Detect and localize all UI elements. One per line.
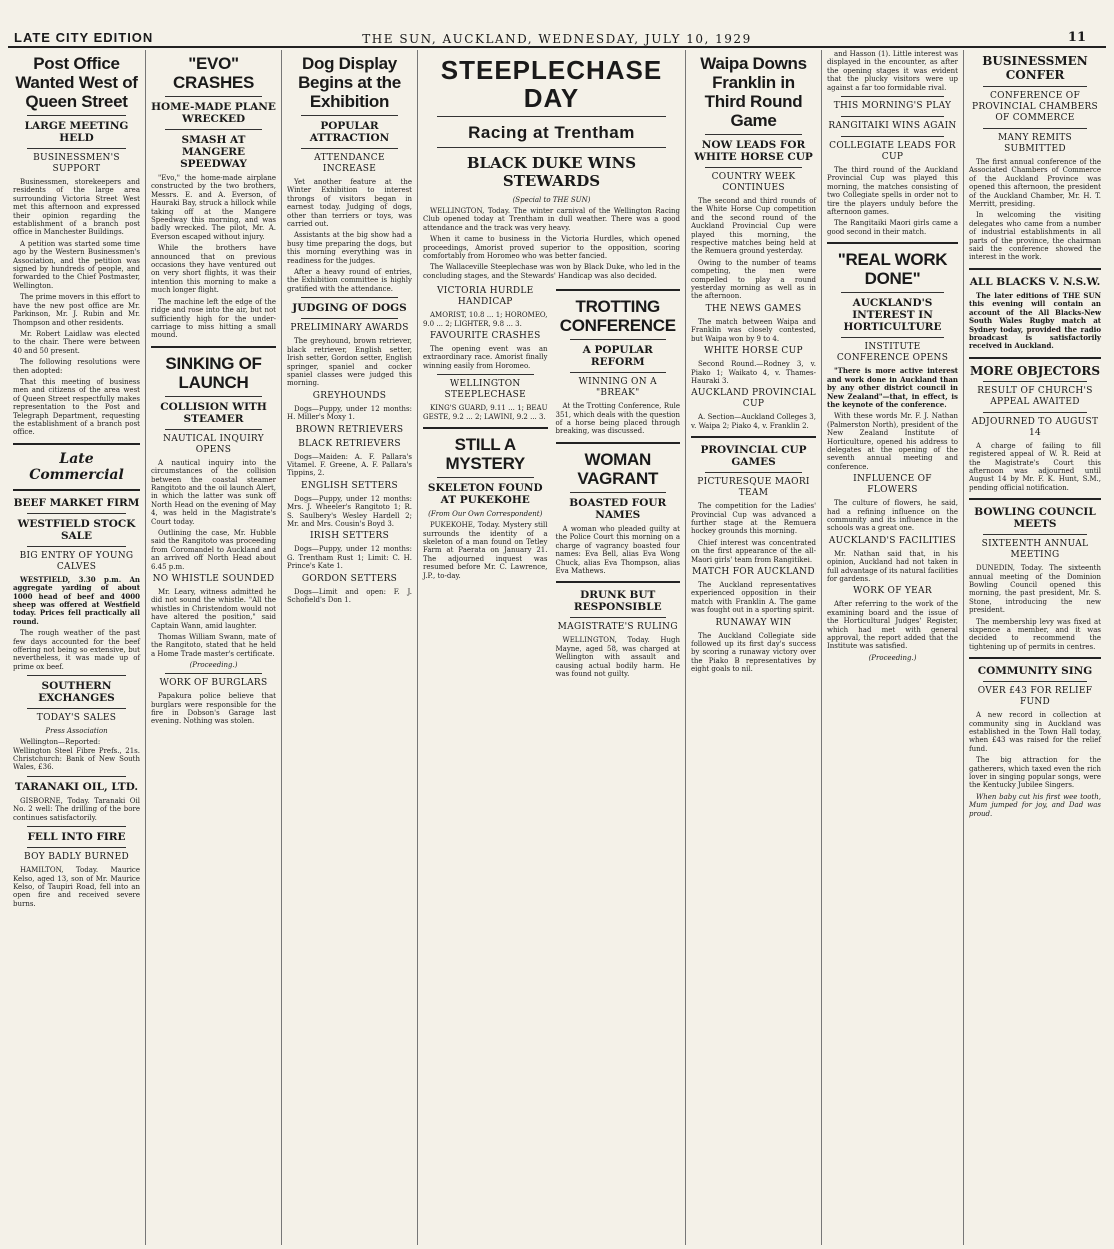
article-paragraph: When it came to business in the Victoria Hurdles, which opened proceedings, Amorist proved superior to the opposition, scoring comfortably from Horomeo who was better fancied. [423,235,680,261]
calves-subhead: BIG ENTRY OF YOUNG CALVES [19,550,134,572]
edition-label: LATE CITY EDITION [14,30,154,45]
match-for-auckland-subhead: MATCH FOR AUCKLAND [692,566,815,577]
plane-wrecked-subhead: HOME-MADE PLANE WRECKED [151,101,276,125]
newspaper-columns [8,50,1106,1245]
gordon-setters-subhead: GORDON SETTERS [301,573,398,584]
race-result: AMORIST, 10.8 ... 1; HOROMEO, 9.0 ... 2; LIGHTER, 9.8 ... 3. [423,311,548,328]
white-horse-cup-subhead: WHITE HORSE CUP [704,346,803,357]
article-paragraph: A charge of failing to fill registered appeal of W. R. Reid at the Magistrate's Court this afternoon was adjourned until August 14 by Mr. F. K. Hunt, S.M., pending official notification. [969,441,1101,492]
article-paragraph: In welcoming the visiting delegates who came from a number of industrial establishments in all parts of the province, the chairman said the conference showed the interest in the work. [969,211,1101,262]
fell-into-fire-headline: FELL INTO FIRE [27,831,126,844]
favourite-crashes-subhead: FAVOURITE CRASHES [429,331,541,342]
results-paragraph: Second Round.—Rodney 3, v. Piako 1; Waikato 4, v. Thames-Hauraki 3. [691,360,816,385]
column-2 [146,50,282,1245]
article-paragraph: The Auckland representatives experienced opposition in their match with Franklin A. The game was fought out in a sporting spirit. [691,580,816,615]
mangere-subhead: SMASH AT MANGERE SPEEDWAY [180,134,247,170]
evo-crashes-headline: "EVO" CRASHES [172,54,255,92]
article-paragraph: The Auckland Collegiate side followed up its first day's success by scoring a runaway victory over the Piako B representatives by eight goals to nil. [691,631,816,674]
break-subhead: WINNING ON A "BREAK" [578,377,657,399]
more-objectors-headline: MORE OBJECTORS [969,363,1101,378]
post-office-subhead: LARGE MEETING HELD [24,120,129,144]
black-duke-subhead: BLACK DUKE WINS STEWARDS [466,154,637,190]
todays-sales-subhead: TODAY'S SALES [36,713,117,724]
black-retrievers-subhead: BLACK RETRIEVERS [298,438,401,449]
article-paragraph: PUKEKOHE, Today. Mystery still surrounds the identity of a skeleton of a man found on Tetley Farm at Paerata on January 21. The adjourned inquest was resumed before Mr. C. Lawrence, J.P., to-day. [423,521,548,580]
boy-burned-subhead: BOY BADLY BURNED [24,852,129,863]
article-paragraph: The match between Waipa and Franklin was closely contested, but Waipa won by 9 to 4. [691,317,816,343]
article-paragraph: Owing to the number of teams competing, the men were compelled to play a round yesterday morning as well as in the afternoon. [691,258,816,301]
article-paragraph: Dogs—Puppy, under 12 months: G. Trentham Rust 1; Limit: C. H. Prince's Kate 1. [287,545,412,571]
drunk-headline: DRUNK BUT RESPONSIBLE [573,589,662,614]
chambers-subhead: CONFERENCE OF PROVINCIAL CHAMBERS OF COMMERCE [971,91,1099,123]
church-appeal-subhead: RESULT OF CHURCH'S APPEAL AWAITED [977,385,1093,407]
article-paragraph: A new record in collection at community sing in Auckland was established in the Town Hall today, when £43 was raised for the relief fund. [969,711,1101,753]
article-paragraph: Dogs—Maiden: A. F. Pallara's Vitamel. F. Greene, A. F. Pallara's Tippins, 2. [287,452,412,478]
burglars-headline: WORK OF BURGLARS [159,678,268,689]
article-paragraph: A woman who pleaded guilty at the Police Court this morning on a charge of vagrancy boasted four names: Eva Bell, alias Eva Wong Chuck, alias Eva Thompson, alias Eva Mathews. [555,524,680,575]
article-paragraph: At the Trotting Conference, Rule 351, which deals with the question of a horse being placed through breaking, was discussed. [555,402,680,436]
ruling-subhead: MAGISTRATE'S RULING [557,622,678,633]
attendance-subhead: ATTENDANCE INCREASE [314,153,385,174]
article-paragraph: The greyhound, brown retriever, black retriever, English setter, Irish setter, Gordon setter, English springer, spaniel and cocker spaniel classes were judged this morning. [287,337,412,388]
article-paragraph: The Wallaceville Steeplechase was won by Black Duke, who led in the concluding stages, and the Stewards' Handicap was also decided. [423,263,680,280]
victoria-hurdle-subhead: VICTORIA HURDLE HANDICAP [437,286,534,308]
article-paragraph: WELLINGTON, Today. The winter carnival of the Wellington Racing Club opened today at Trentham in dull weather. There was a good attendance and the track was very heavy. [423,207,680,232]
businessmen-headline: BUSINESSMEN CONFER [982,54,1088,82]
article-paragraph: "Evo," the home-made airplane constructed by the two brothers, Messrs. E. and A. Everson, of Hauraki Bay, struck a hillock while taking off at the Mangere Speedway this morning, and was badly wrecked. The pilot, Mr. A. Everson escaped without injury. [151,174,276,241]
popular-reform-subhead: A POPULAR REFORM [582,344,653,369]
collision-subhead: COLLISION WITH STEAMER [160,400,267,425]
article-paragraph: The competition for the Ladies' Provincial Cup was advanced a further stage at the Remuera hockey grounds this morning. [691,502,816,536]
article-paragraph: The third round of the Auckland Provincial Cup was played this morning, the matches consisting of two Collegiate spells in order not to tire the players unduly before the afternoon games. [827,166,958,217]
community-sing-headline: COMMUNITY SING [977,665,1093,678]
provincial-cup-games-headline: PROVINCIAL CUP GAMES [700,444,807,469]
late-commercial-header: Late Commercial [29,450,124,483]
irish-setters-subhead: IRISH SETTERS [309,531,390,542]
article-paragraph: Assistants at the big show had a busy time preparing the dogs, but this morning everything was in readiness for the judges. [287,231,412,265]
page-number: 11 [1067,30,1086,45]
no-whistle-subhead: NO WHISTLE SOUNDED [152,574,275,584]
quote-paragraph: "There is more active interest and work done in Auckland than by any other district council in New Zealand"—that, in effect, is the keynote of the conference. [827,366,958,409]
steeplechase-results-subhead: WELLINGTON STEEPLECHASE [444,379,526,401]
beef-market-headline: BEEF MARKET FIRM [13,496,140,509]
article-paragraph: After referring to the work of the examining board and the issue of the Horticultural Judges' Register, which had met with general approval, the report added that the Institute was satisfied. [827,600,958,651]
article-paragraph: The second and third rounds of the White Horse Cup competition and the second round of the Auckland Provincial Cup were played this morning, the respective matches being held at the Remuera ground yesterday. [691,197,816,256]
horticulture-subhead: AUCKLAND'S INTEREST IN HORTICULTURE [843,297,942,334]
article-paragraph: The following resolutions were then adopted: [13,358,140,375]
proceeding-note: (Proceeding.) [189,661,238,670]
article-paragraph: Thomas William Swann, mate of the Rangitoto, stated that he held a Home Trade master's certificate. [151,633,276,658]
steeplechase-headline: STEEPLECHASE DAY [440,55,663,113]
skeleton-subhead: SKELETON FOUND AT PUKEKOHE [427,482,543,507]
byline: (Special to THE SUN) [512,196,591,204]
article-paragraph: The prime movers in this effort to have the new post office are Mr. Parkinson, Mr. J. Rubin and Mr. Thompson and other residents. [13,293,140,327]
article-paragraph: Mr. Leary, witness admitted he did not sound the whistle. "All the whistles in Christendom would not have altered the position," said Captain Wann, amid laughter. [151,588,276,630]
article-paragraph: Mr. Robert Laidlaw was elected to the chair. There were between 40 and 50 present. [13,329,140,355]
masthead [8,0,1106,48]
article-paragraph: GISBORNE, Today. Taranaki Oil No. 2 well: The drilling of the bore continues satisfactorily. [13,796,140,822]
brown-retrievers-subhead: BROWN RETRIEVERS [295,424,404,435]
english-setters-subhead: ENGLISH SETTERS [301,480,398,491]
dog-display-headline: Dog Display Begins at the Exhibition [298,54,401,111]
article-paragraph: DUNEDIN, Today. The sixteenth annual meeting of the Dominion Bowling Council opened this morning, the past president, Mr. S. Stone, introducing the new president. [969,564,1101,615]
article-paragraph: The Rangitaiki Maori girls came a good second in their match. [827,219,958,236]
article-paragraph: The rough weather of the past few days accounted for the beef offering not being so extensive, but nevertheless, it was made up of prime ox beef. [13,629,140,671]
article-paragraph: The opening event was an extraordinary race. Amorist finally winning easily from Horomeo. [423,345,548,370]
facilities-subhead: AUCKLAND'S FACILITIES [828,535,957,546]
article-paragraph: Mr. Nathan said that, in his opinion, Auckland had not taken in full advantage of its natural facilities for gardens. [827,549,959,583]
column-6 [822,50,964,1245]
article-paragraph: Dogs—Puppy, under 12 months: Mrs. J. Wheeler's Rangitoto 1; R. S. Saulbery's Wesley Hardell 2; Mr. and Mrs. Cousin's Boyd 3. [287,494,412,528]
taranaki-oil-headline: TARANAKI OIL, LTD. [14,780,139,793]
adjourned-subhead: ADJOURNED TO AUGUST 14 [971,416,1099,438]
article-paragraph: and Hasson (1). Little interest was displayed in the encounter, as after the opening stages it was evident that the plucky visitors were up against a far too formidable rival. [827,50,958,92]
results-paragraph: A. Section—Auckland Colleges 3, v. Waipa 2; Piako 4, v. Franklin 2. [691,413,816,430]
westfield-subhead: WESTFIELD STOCK SALE [17,517,136,542]
collegiate-subhead: COLLEGIATE LEADS FOR CUP [829,141,956,163]
sinking-launch-headline: SINKING OF LAUNCH [165,353,262,392]
article-paragraph: The first annual conference of the Associated Chambers of Commerce of the Auckland Province was opened this afternoon, the president of the Auckland Chamber, Mr. H. T. Merritt, presiding. [969,158,1101,209]
article-paragraph: The later editions of THE SUN this evening will contain an account of the All Blacks-New South Wales Rugby match at Sydney today, provided the radio broadcast is satisfactorily received in Auckland. [969,290,1101,351]
article-paragraph: With these words Mr. F. J. Nathan (Palmerston North), president of the New Zealand Institute of Horticulture, opened his address to delegates at the opening of the seventh annual meeting and conference. [827,412,958,471]
article-paragraph: Dogs—Limit and open: F. J. Schofield's Don 1. [287,587,412,604]
article-paragraph: WELLINGTON, Today. Hugh Mayne, aged 58, was charged at Wellington with assault and causing actual bodily harm. He was found not guilty. [555,636,680,678]
column-7 [964,50,1106,1245]
provincial-cup-subhead: AUCKLAND PROVINCIAL CUP [691,388,816,410]
runaway-win-subhead: RUNAWAY WIN [715,617,792,628]
article-paragraph: WESTFIELD, 3.30 p.m. An aggregate yarding of about 1000 head of beef and 4000 sheep was offered at Westfield today. Prices fell practically all round. [13,574,140,626]
judging-dogs-subhead: JUDGING OF DOGS [292,302,407,315]
article-paragraph: The machine left the edge of the ridge and rose into the air, but not sufficiently high for the under-carriage to miss hitting a small mound. [151,297,276,340]
article-paragraph: The membership levy was fixed at sixpence a member, and it was decided to recommend the tightening up of permits in centres. [969,617,1101,651]
byline: Press Association [45,727,108,736]
white-horse-subhead: NOW LEADS FOR WHITE HORSE CUP [694,139,813,163]
southern-exchanges-headline: SOUTHERN EXCHANGES [38,680,115,705]
four-names-subhead: BOASTED FOUR NAMES [569,496,667,521]
column-3 [282,50,418,1245]
race-result: KING'S GUARD, 9.11 ... 1; BEAU GESTE, 9.2 ... 2; LAWINI, 9.2 ... 3. [423,404,548,421]
article-paragraph: Outlining the case, Mr. Hubble said the Rangitoto was proceeding from Coromandel to Auckland and an arrived off North Head about 6.45 p.m. [151,528,276,571]
sixteenth-subhead: SIXTEENTH ANNUAL MEETING [981,539,1089,561]
work-of-year-subhead: WORK OF YEAR [853,586,932,597]
article-paragraph: Wellington—Reported: Wellington Steel Fibre Prefs., 21s. Christchurch: Bank of New South Wales, £36. [13,738,140,772]
article-paragraph: Papakura police believe that burglars were responsible for the fire in Dobson's Garage last evening. Nothing was stolen. [151,692,276,726]
column-4 [418,50,686,1245]
article-paragraph: Chief interest was concentrated on the first appearance of the all-Maori girls' team from Rangitikei. [691,538,816,564]
post-office-headline: Post Office Wanted West of Queen Street [15,54,138,111]
trentham-subhead: Racing at Trentham [468,123,635,142]
article-paragraph: That this meeting of business men and citizens of the area west of Queen Street respectfully makes representation to the Post and Telegraph Department, requesting the establishment of a branch post office. [13,377,140,437]
waipa-headline: Waipa Downs Franklin in Third Round Game [700,54,807,130]
article-paragraph: The culture of flowers, he said, had a refining influence on the community and its influence in the schools was a great one. [827,499,958,533]
popular-attraction-subhead: POPULAR ATTRACTION [309,120,390,144]
rangitaiki-subhead: RANGITAIKI WINS AGAIN [828,121,957,132]
column-1 [8,50,146,1245]
remits-subhead: MANY REMITS SUBMITTED [998,133,1072,154]
woman-vagrant-headline: WOMAN VAGRANT [577,449,659,488]
institute-subhead: INSTITUTE CONFERENCE OPENS [836,342,949,364]
mornings-play-subhead: THIS MORNING'S PLAY [833,101,952,112]
article-paragraph: A petition was started some time ago by the Western Businessmen's Association, and the petition was signed by hundreds of people, and forwarded to the Chief Postmaster, Wellington. [13,239,140,290]
article-paragraph: The big attraction for the gatherers, which taxed even the rich lover in singing popular songs, were the Kentucky Jubilee Singers. [969,756,1101,790]
country-week-subhead: COUNTRY WEEK CONTINUES [711,172,796,193]
post-office-subhead-2: BUSINESSMEN'S SUPPORT [33,153,120,174]
preliminary-awards-subhead: PRELIMINARY AWARDS [290,323,409,334]
inquiry-subhead: NAUTICAL INQUIRY OPENS [163,433,264,455]
all-blacks-headline: ALL BLACKS V. N.S.W. [969,275,1101,288]
flowers-subhead: INFLUENCE OF FLOWERS [853,474,932,496]
article-paragraph: HAMILTON, Today. Maurice Kelso, aged 13, son of Mr. Maurice Kelso, of Taupiri Road, fell into an open fire and received severe burns. [13,866,140,908]
article-paragraph: After a heavy round of entries, the Exhibition committee is highly gratified with the attendance. [287,268,412,293]
article-paragraph: Dogs—Puppy, under 12 months: H. Miller's Moxy 1. [287,404,412,422]
maori-team-subhead: PICTURESQUE MAORI TEAM [697,477,810,499]
article-paragraph: Yet another feature at the Winter Exhibition to interest throngs of visitors began in earnest today. Judging of dogs, other than terriers or toys, was carried out. [287,178,412,229]
relief-fund-subhead: OVER £43 FOR RELIEF FUND [977,686,1093,708]
news-games-subhead: THE NEWS GAMES [705,303,802,314]
byline: (From Our Own Correspondent) [428,510,543,519]
article-paragraph: While the brothers have announced that on previous occasions they have ventured out on very short flights, it was their intention this morning to make a much longer flight. [151,244,276,295]
real-work-headline: "REAL WORK DONE" [837,250,948,289]
trotting-conference-headline: TROTTING CONFERENCE [559,297,676,336]
mystery-headline: STILL A MYSTERY [445,435,525,474]
article-paragraph: Businessmen, storekeepers and residents of the large area surrounding Victoria Street West met this afternoon and expressed their opinion regarding the establishment of a branch post office in Manchester Buildings. [13,178,140,237]
newspaper-dateline: THE SUN, AUCKLAND, WEDNESDAY, JULY 10, 1929 [362,32,752,46]
proceeding-note: (Proceeding.) [868,653,917,662]
column-5 [686,50,822,1245]
poem-verse: When baby cut his first wee tooth, Mum jumped for joy, and Dad was proud. [969,792,1101,818]
article-paragraph: A nautical inquiry into the circumstances of the collision between the coastal steamer Rangitoto and the oil launch Alert, in which the latter was sunk off North Head on the evening of May 4, was held in the Magistrate's Court today. [151,458,276,526]
greyhounds-subhead: GREYHOUNDS [312,390,387,401]
bowling-headline: BOWLING COUNCIL MEETS [974,506,1096,531]
